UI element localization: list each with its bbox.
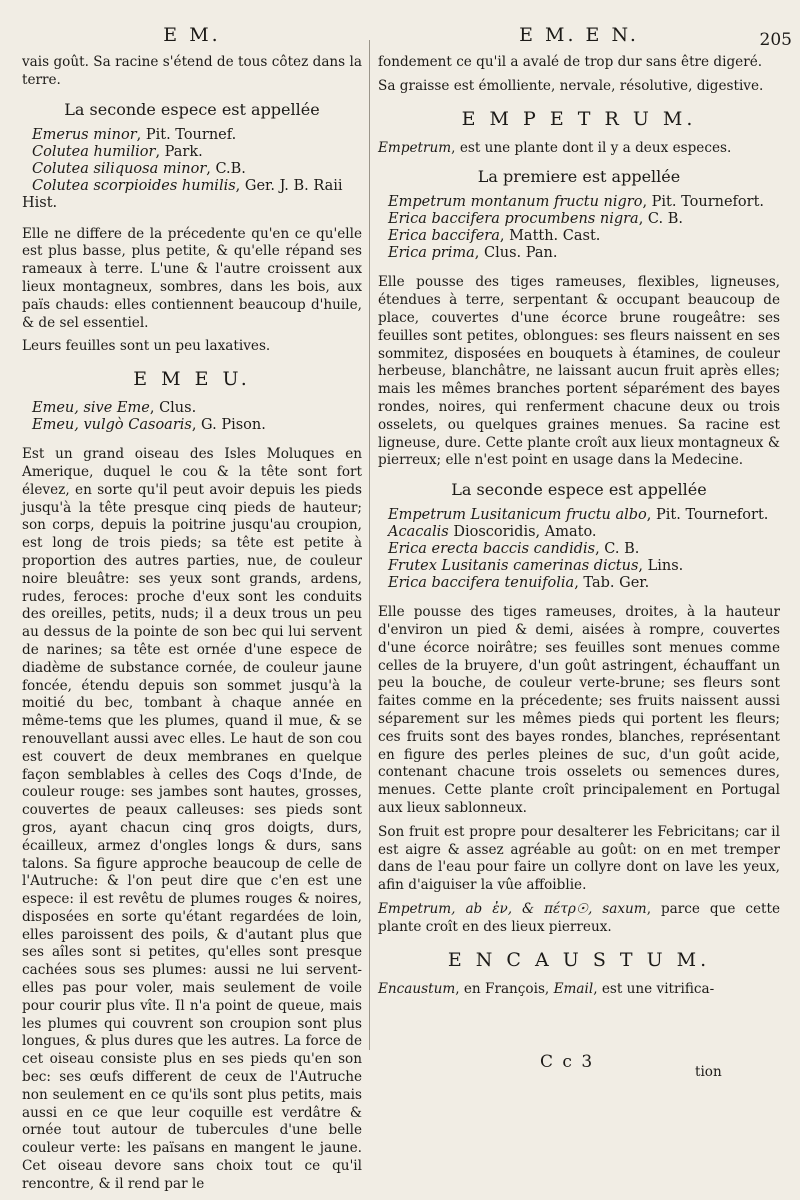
entry-title-empetrum: E M P E T R U M.	[461, 107, 697, 130]
paragraph: Empetrum, est une plante dont il y a deux especes.	[378, 139, 732, 156]
right-column	[378, 20, 780, 1004]
paragraph: Empetrum, ab ἐν, & πέτρ☉, saxum, parce que cette plante croît en des lieux pierreux.	[378, 900, 780, 935]
paragraph: fondement ce qu'il a avalé de trop dur sans être digeré.	[378, 54, 763, 70]
paragraph: Elle pousse des tiges rameuses, droites, à la hauteur d'environ un pied & demi, aisées à rompre, couvertes d'une écorce noirâtre; ses feuilles sont menues comme celles de la bruyere, d'un goût astringent, échauffant un peu la bouche, de couleur verte-brune; ses fleurs sont faites comme en la précedente; ses fruits naissent aussi séparement sur les mêmes pieds qui portent les fleurs; ces fruits sont des bayes rondes, blanches, représentant en figure des perles pleines de suc, d'un goût acide, contenant chacune trois osselets ou semences dures, menues. Cette plante croît principalement en Portugal aux lieux sablonneux.	[378, 604, 780, 816]
synonym-line: Colutea scorpioides humilis, Ger. J. B. Raii	[32, 177, 343, 194]
synonym-list	[22, 400, 362, 434]
entry-title-encaustum: E N C A U S T U M.	[447, 948, 711, 971]
running-head-left: E M.	[163, 24, 221, 46]
synonym-line: Emerus minor, Pit. Tournef.	[32, 126, 237, 143]
synonym-line: Erica baccifera, Matth. Cast.	[388, 228, 601, 245]
synonym-line: Colutea humilior, Park.	[32, 143, 203, 160]
synonym-line: Erica baccifera tenuifolia, Tab. Ger.	[388, 575, 650, 592]
section-heading: La premiere est appellée	[477, 167, 681, 187]
paragraph: Est un grand oiseau des Isles Moluques en Amerique, duquel le cou & la tête sont fort élevez, en sorte qu'il peut avoir depuis les pieds jusqu'à la tête presque cinq pieds de hauteur; son corps, depuis la poitrine jusqu'au croupion, est long de trois pieds; sa tête est petite à proportion des autres parties, nue, de couleur noire bleuâtre: ses yeux sont grands, ardens, rudes, feroces: proche d'eux sont les conduits des oreilles, petits, nuds; il a deux trous un peu au dessus de la pointe de son bec qui lui servent de narines; sa tête est ornée d'une espece de diadème de substance cornée, de couleur jaune foncée, étendu depuis son sommet jusqu'à la moitié du bec, tombant à chaque année en même-tems que les plumes, quand il mue, & se renouvellant aussi avec elles. Le haut de son cou est couvert de deux membranes en quelque façon semblables à celles des Coqs d'Inde, de couleur rouge: ses jambes sont hautes, grosses, couvertes de peaux calleuses: ses pieds sont gros, ayant chacun cinq gros doigts, durs, écailleux, armez d'ongles longs & durs, sans talons. Sa figure approche beaucoup de celle de l'Autruche: & l'on peut dire que c'en est une espece: il est revêtu de plumes rouges & noires, disposées en sorte qu'étant regardées de loin, elles paroissent des poils, & d'autant plus que ses aîles sont si petites, qu'elles sont presque cachées sous ses plumes: aussi ne lui servent-elles pas pour voler, mais seulement de voile pour courir plus vîte. Il n'a point de queue, mais les plumes qui couvrent son croupion sont plus longues, & plus dures que les autres. La force de cet oiseau consiste plus en ses pieds qu'en son bec: ses œufs different de ceux de l'Autruche non seulement en ce qu'ils sont plus petits, mais aussi en ce que leur coquille est verdâtre & ornée tout autour de tubercules d'une belle couleur verte: les païsans en mangent le jaune. Cet oiseau devore sans choix tout ce qu'il rencontre, & il rend par le	[22, 446, 362, 1192]
synonym-line: Emeu, vulgò Casoaris, G. Pison.	[32, 417, 266, 434]
column-divider	[369, 40, 370, 1050]
synonym-list	[378, 507, 780, 592]
paragraph: Leurs feuilles sont un peu laxatives.	[22, 338, 271, 355]
synonym-line: Frutex Lusitanis camerinas dictus, Lins.	[388, 558, 684, 575]
paragraph: Elle pousse des tiges rameuses, flexibles, ligneuses, étendues à terre, serpentant & occupant beaucoup de place, couvertes d'une écorce brune rougeâtre: ses feuilles sont petites, oblongues: ses fleurs naissent en ses sommitez, disposées en bouquets à étamines, de couleur herbeuse, blanchâtre, ne laissant aucun fruit après elles; mais les mêmes branches portent séparément des bayes rondes, noires, qui renferment chacune deux ou trois osselets, ou quelques graines menues. Sa racine est ligneuse, dure. Cette plante croît aux lieux montagneux & pierreux; elle n'est point en usage dans la Medecine.	[378, 274, 780, 469]
synonym-line: Erica prima, Clus. Pan.	[388, 245, 558, 262]
section-heading: La seconde espece est appellée	[451, 480, 707, 500]
synonym-line: Colutea siliquosa minor, C.B.	[32, 160, 246, 177]
synonym-line: Erica erecta baccis candidis, C. B.	[388, 541, 640, 558]
synonym-list	[378, 194, 780, 262]
paragraph: Son fruit est propre pour desalterer les Febricitans; car il est aigre & assez agréable au goût: on en met tremper dans de l'eau pour faire un collyre dont on lave les yeux, afin d'aiguiser la vûe affoiblie.	[378, 823, 780, 894]
catchword: tion	[695, 1064, 722, 1080]
left-column	[22, 20, 362, 1200]
synonym-line: Acacalis Dioscoridis, Amato.	[388, 524, 597, 541]
section-heading: La seconde espece est appellée	[64, 99, 320, 119]
running-head-right: E M. E N.	[519, 24, 639, 46]
paragraph: Encaustum, en François, Email, est une vitrifica-	[378, 980, 715, 997]
paragraph: Elle ne differe de la précedente qu'en ce qu'elle est plus basse, plus petite, & qu'elle répand ses rameaux à terre. L'une & l'autre croissent aux lieux montagneux, sombres, dans les bois, aux païs chauds: elles contiennent beaucoup d'huile, & de sel essentiel.	[22, 225, 362, 331]
synonym-line: Emeu, sive Eme, Clus.	[32, 400, 197, 417]
synonym-list	[22, 127, 362, 212]
page-number: 205	[759, 30, 792, 50]
paragraph: vais goût. Sa racine s'étend de tous côtez dans la terre.	[22, 54, 362, 88]
paragraph: Sa graisse est émolliente, nervale, résolutive, digestive.	[378, 77, 764, 94]
entry-title-emeu: E M E U.	[133, 368, 251, 391]
synonym-line: Empetrum Lusitanicum fructu albo, Pit. Tournefort.	[388, 507, 769, 524]
synonym-line: Empetrum montanum fructu nigro, Pit. Tournefort.	[388, 194, 765, 211]
synonym-line: Erica baccifera procumbens nigra, C. B.	[388, 211, 683, 228]
signature-mark: C c 3	[540, 1052, 595, 1072]
synonym-line: Hist.	[22, 194, 58, 211]
